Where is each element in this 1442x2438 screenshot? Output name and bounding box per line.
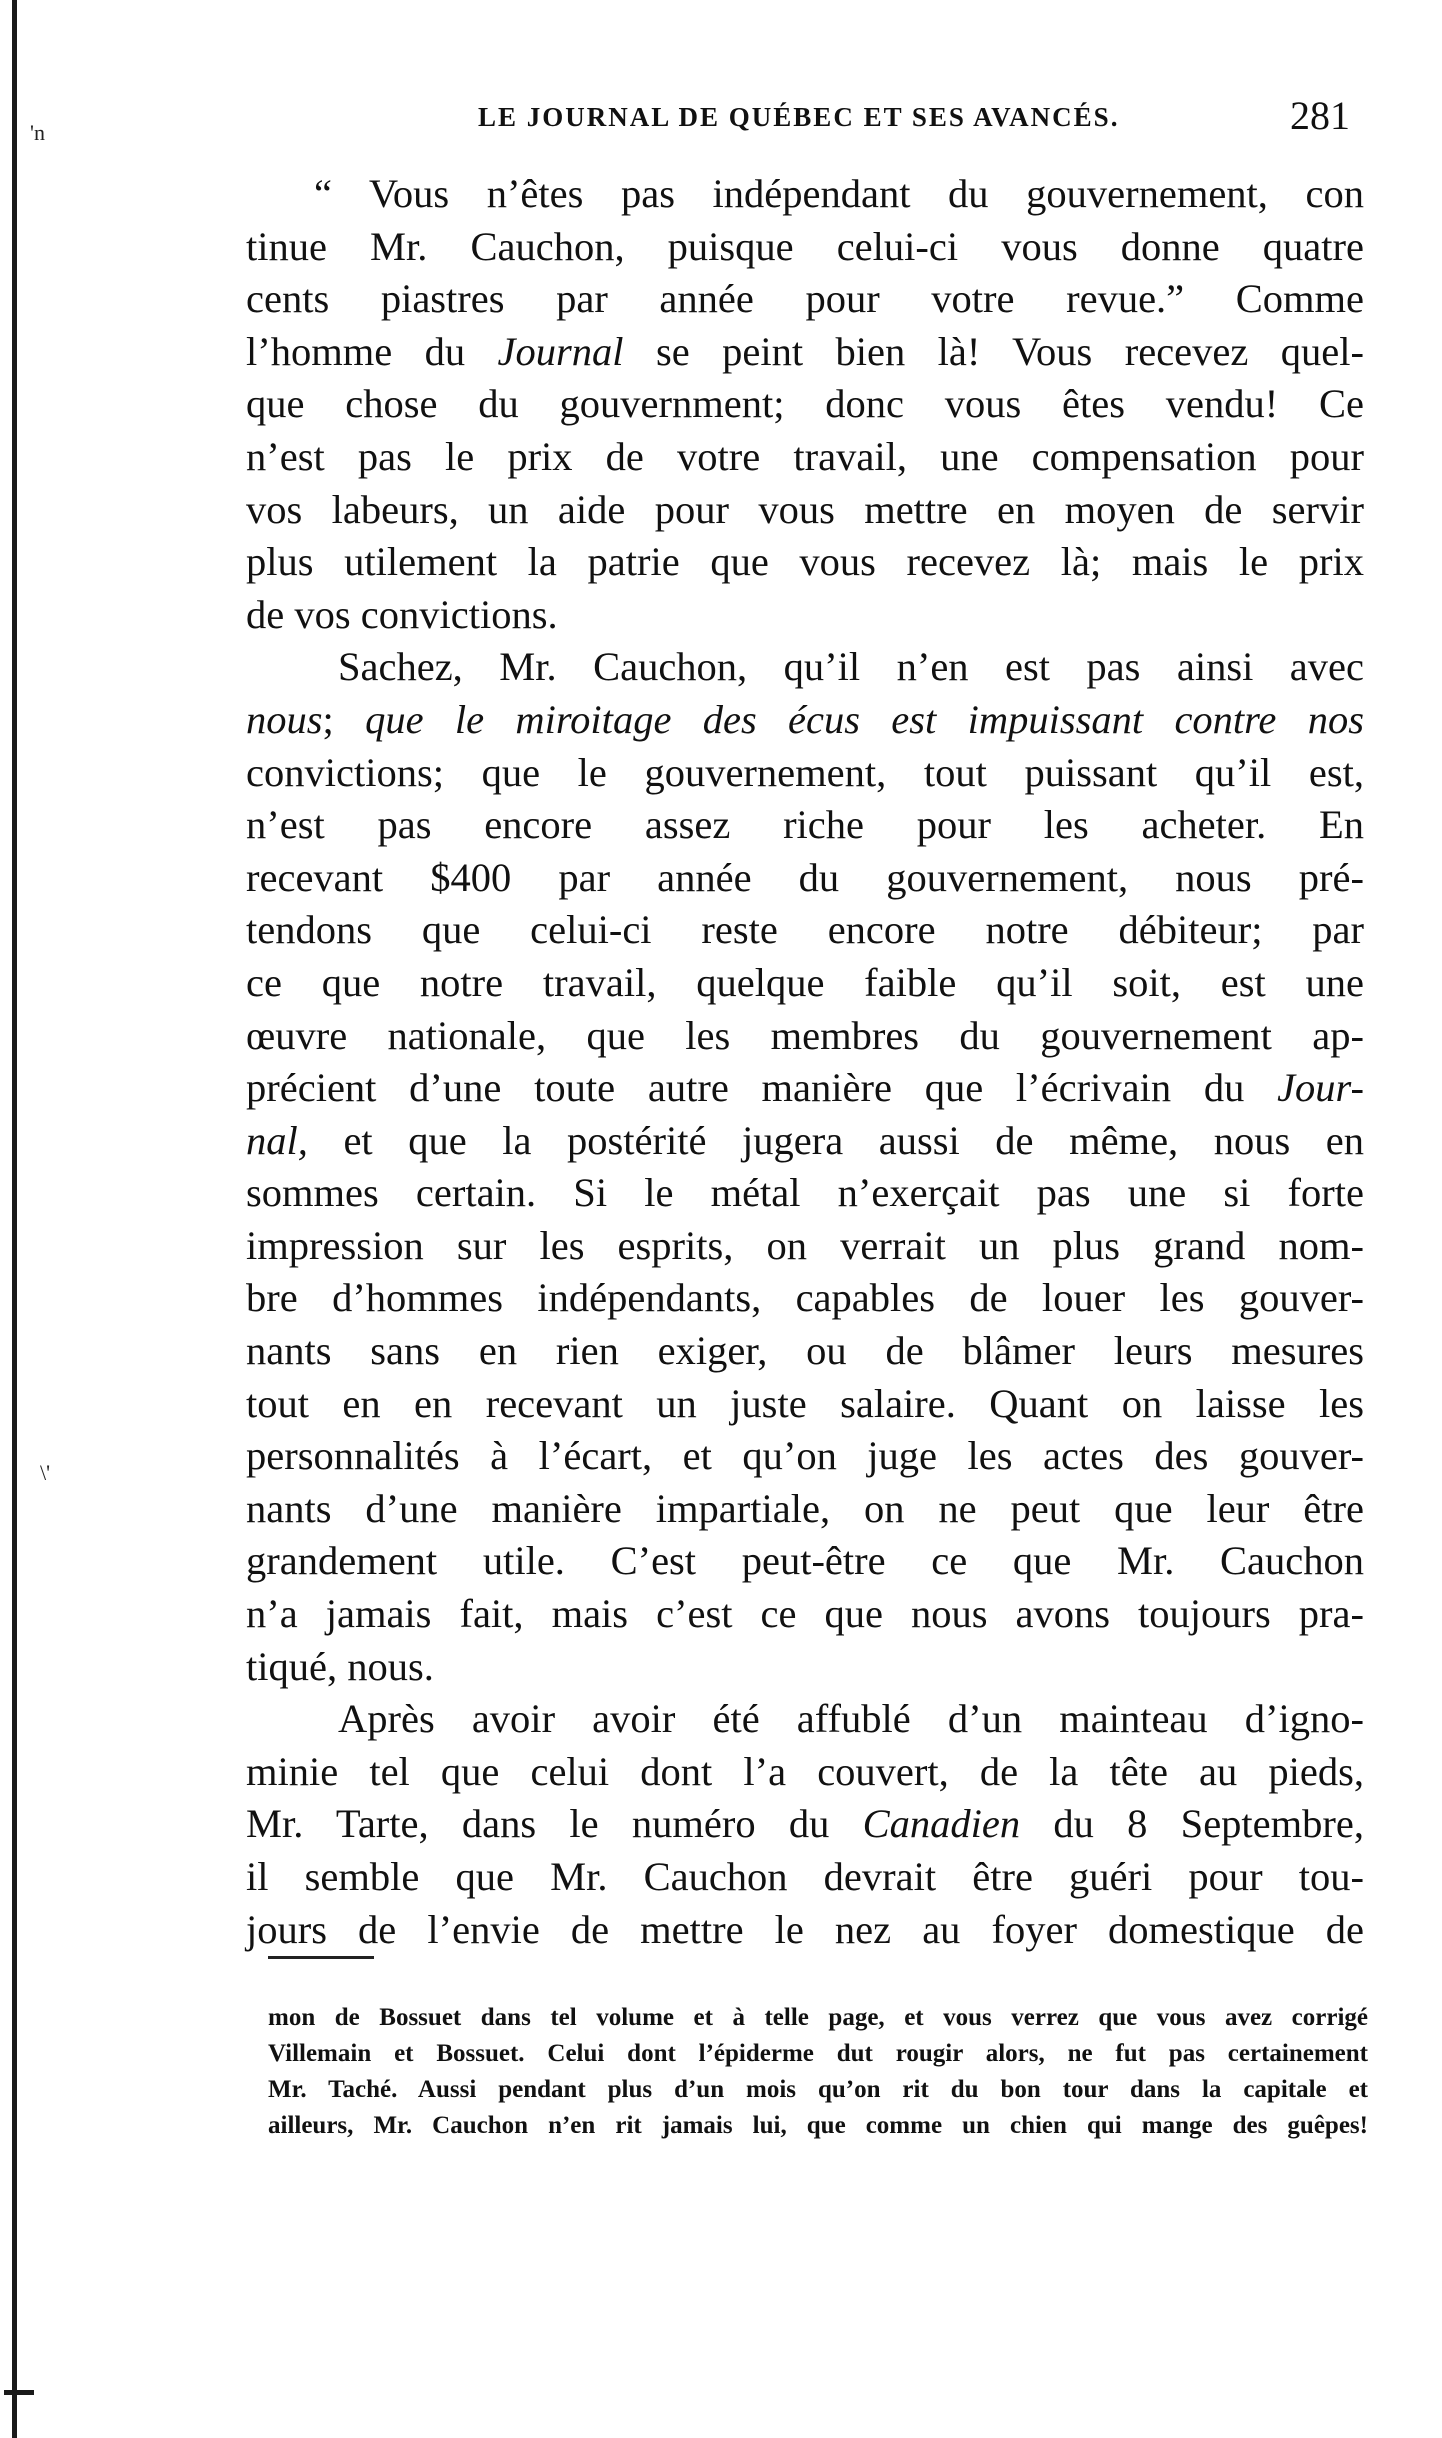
text-line: œuvre nationale, que les membres du gouvernement ap- xyxy=(246,1012,1364,1058)
paragraph-2 xyxy=(246,641,1364,1693)
text-line xyxy=(246,1062,1364,1115)
running-head: LE JOURNAL DE QUÉBEC ET SES AVANCÉS. xyxy=(478,102,1120,132)
body-text xyxy=(246,168,1364,1956)
italic-title: nal, xyxy=(246,1117,308,1163)
page-number: 281 xyxy=(1290,93,1350,138)
italic-run: nous xyxy=(246,696,323,742)
text-line: ce que notre travail, quelque faible qu’il soit, est une xyxy=(246,959,1364,1005)
text-line: cents piastres par année pour votre revue.” Comme xyxy=(246,276,1364,322)
text-line: recevant $400 par année du gouvernement, nous pré- xyxy=(246,854,1364,900)
footnote-line: mon de Bossuet dans tel volume et à telle page, et vous verrez que vous avez corrigé xyxy=(268,2004,1368,2031)
text-line xyxy=(246,326,1364,379)
text-line: personnalités à l’écart, et qu’on juge les actes des gouver- xyxy=(246,1433,1364,1479)
text-line: il semble que Mr. Cauchon devrait être guéri pour tou- xyxy=(246,1854,1364,1899)
text-line xyxy=(246,1115,1364,1168)
text-line: Sachez, Mr. Cauchon, qu’il n’en est pas ainsi avec xyxy=(338,644,1364,690)
text-run: du 8 Septembre, xyxy=(1020,1801,1364,1847)
text-line: tinue Mr. Cauchon, puisque celui-ci vous donne quatre xyxy=(246,223,1364,269)
text-line: nants d’une manière impartiale, on ne peut que leur être xyxy=(246,1485,1364,1531)
text-line: que chose du gouvernment; donc vous êtes vendu! Ce xyxy=(246,381,1364,427)
text-run: l’homme du xyxy=(246,328,498,374)
footnote xyxy=(268,2000,1368,2144)
text-line: plus utilement la patrie que vous recevez là; mais le prix xyxy=(246,539,1364,585)
italic-title: Canadien xyxy=(862,1801,1021,1847)
text-line: nants sans en rien exiger, ou de blâmer leurs mesures xyxy=(246,1328,1364,1374)
text-line: convictions; que le gouvernement, tout puissant qu’il est, xyxy=(246,749,1364,795)
text-line: de vos convictions. xyxy=(246,591,558,637)
text-line: n’a jamais fait, mais c’est ce que nous avons toujours pra- xyxy=(246,1591,1364,1637)
text-line: grandement utile. C’est peut-être ce que Mr. Cauchon xyxy=(246,1538,1364,1584)
text-line: bre d’hommes indépendants, capables de louer les gouver- xyxy=(246,1275,1364,1321)
text-line: tendons que celui-ci reste encore notre débiteur; par xyxy=(246,907,1364,953)
text-line: tout en en recevant un juste salaire. Quant on laisse les xyxy=(246,1380,1364,1426)
text-line: Après avoir avoir été affublé d’un mainteau d’igno- xyxy=(338,1696,1364,1742)
text-line: n’est pas encore assez riche pour les acheter. En xyxy=(246,802,1364,848)
text-line: tiqué, nous. xyxy=(246,1643,434,1689)
margin-mark-middle: \' xyxy=(40,1460,51,1485)
footnote-line: ailleurs, Mr. Cauchon n’en rit jamais lui, que comme un chien qui mange des guêpes! xyxy=(268,2112,1368,2139)
text-run: précient d’une toute autre manière que l’écrivain du xyxy=(246,1065,1278,1111)
margin-mark-top: 'n xyxy=(30,120,45,145)
text-line: n’est pas le prix de votre travail, une compensation pour xyxy=(246,433,1364,479)
italic-run: que le miroitage des écus est impuissant contre nos xyxy=(365,696,1364,742)
text-run: et que la postérité jugera aussi de même, nous en xyxy=(307,1117,1364,1163)
text-line: sommes certain. Si le métal n’exerçait pas une si forte xyxy=(246,1170,1364,1216)
italic-title: Journal xyxy=(497,328,624,374)
text-line: minie tel que celui dont l’a couvert, de la tête au pieds, xyxy=(246,1748,1364,1794)
text-line: “ Vous n’êtes pas indépendant du gouvernement, con xyxy=(314,171,1364,216)
paragraph-1 xyxy=(246,168,1364,641)
paragraph-3 xyxy=(246,1693,1364,1956)
footnote-rule xyxy=(268,1956,374,1959)
text-line xyxy=(246,1798,1364,1851)
text-line: vos labeurs, un aide pour vous mettre en moyen de servir xyxy=(246,486,1364,532)
text-line: impression sur les esprits, on verrait un plus grand nom- xyxy=(246,1222,1364,1268)
text-run: Mr. Tarte, dans le numéro du xyxy=(246,1801,863,1847)
footnote-line: Villemain et Bossuet. Celui dont l’épiderme dut rougir alors, ne fut pas certainement xyxy=(268,2040,1368,2067)
footnote-line: Mr. Taché. Aussi pendant plus d’un mois qu’on rit du bon tour dans la capitale et xyxy=(268,2076,1368,2103)
text-run: ; xyxy=(322,696,366,742)
page-edge-rule xyxy=(12,0,17,2438)
text-run: se peint bien là! Vous recevez quel- xyxy=(623,328,1364,374)
italic-title: Jour- xyxy=(1277,1065,1364,1111)
text-line xyxy=(246,694,1364,747)
page-header xyxy=(0,92,1442,142)
text-line: jours de l’envie de mettre le nez au foyer domestique de xyxy=(246,1906,1364,1952)
page-corner-mark xyxy=(4,2390,34,2395)
